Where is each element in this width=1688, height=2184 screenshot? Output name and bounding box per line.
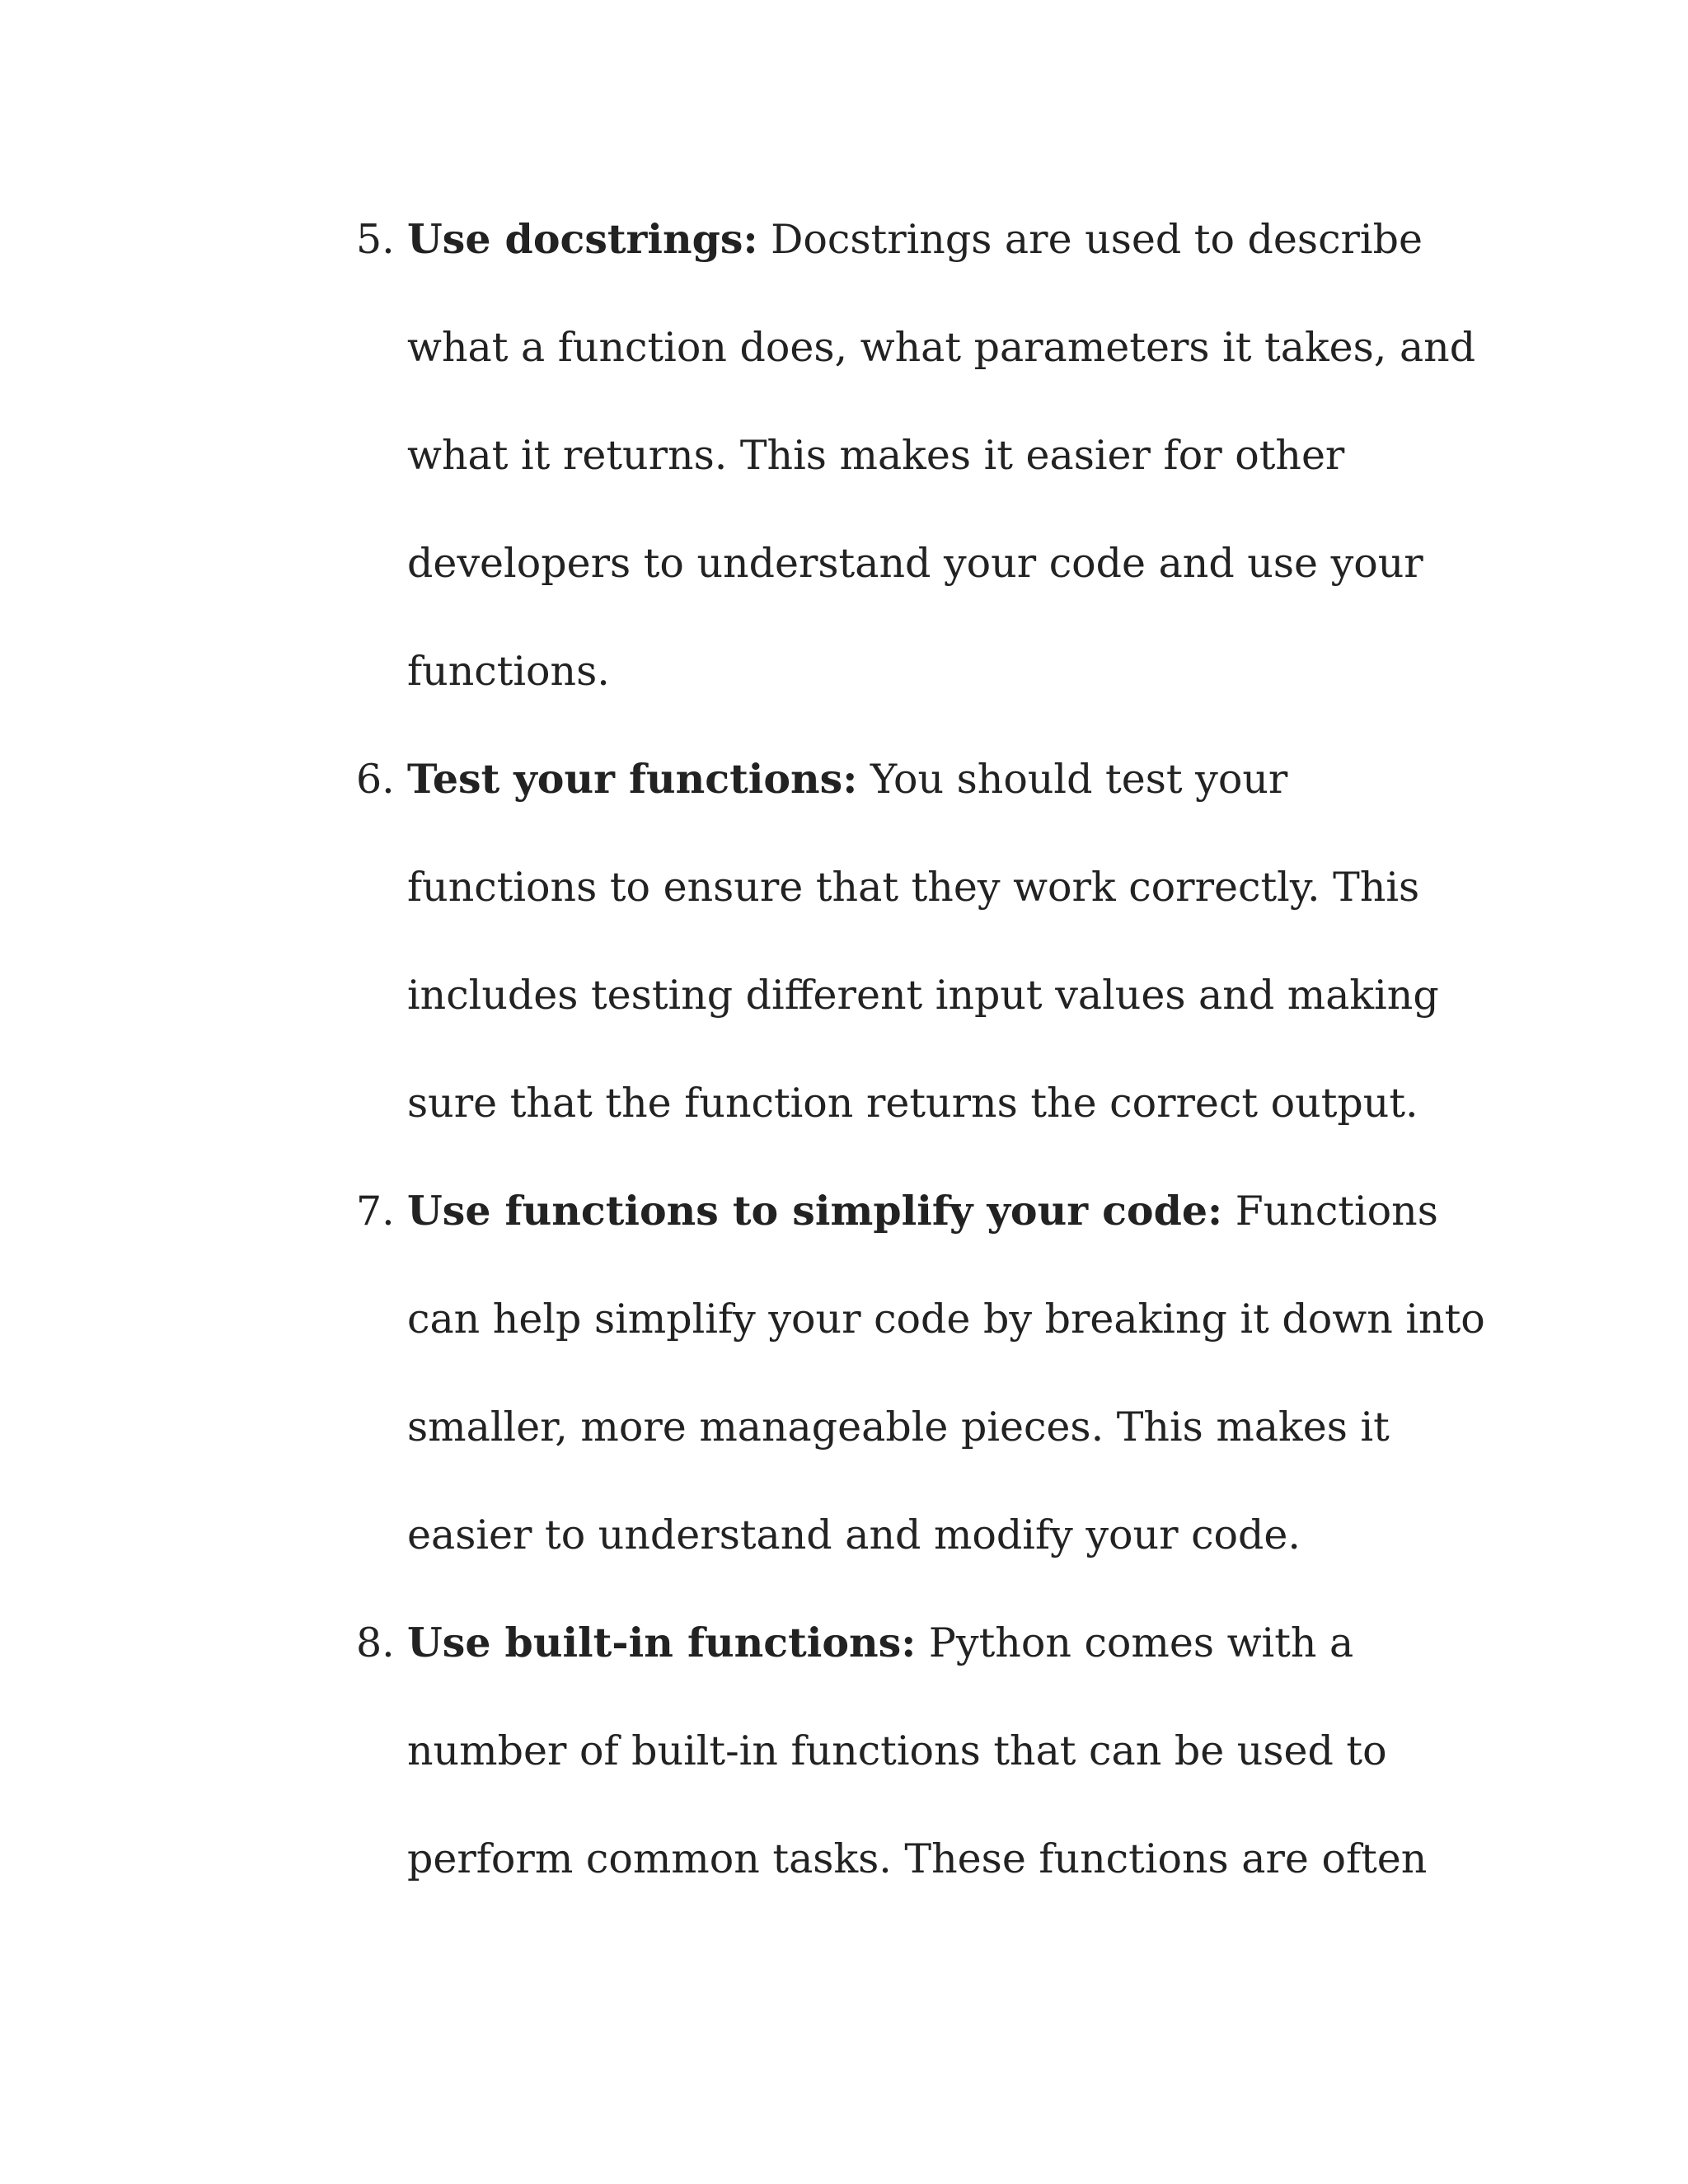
item-number: 7. bbox=[356, 1188, 395, 1235]
item-number: 5. bbox=[356, 216, 395, 263]
item-lead: Use functions to simplify your code: bbox=[407, 1187, 1223, 1235]
item-line: easier to understand and modify your code. bbox=[407, 1511, 1301, 1558]
list-item bbox=[356, 1157, 1485, 1589]
item-first-line-text: Python comes with a bbox=[916, 1619, 1354, 1666]
list-item bbox=[356, 725, 1439, 1157]
item-line: what it returns. This makes it easier for other bbox=[407, 432, 1345, 479]
list-item bbox=[356, 185, 1476, 725]
item-line: includes testing different input values and making bbox=[407, 972, 1439, 1019]
item-first-line-text: You should test your bbox=[857, 756, 1288, 803]
item-first-line bbox=[407, 725, 1428, 833]
item-lead: Test your functions: bbox=[407, 755, 858, 803]
item-line: functions. bbox=[407, 648, 610, 695]
item-line: developers to understand your code and use your bbox=[407, 540, 1423, 587]
item-first-line-text: Docstrings are used to describe bbox=[757, 216, 1423, 263]
item-number: 6. bbox=[356, 756, 395, 803]
list-item bbox=[356, 1589, 1428, 1913]
item-first-line bbox=[407, 1157, 1438, 1265]
item-lead: Use docstrings: bbox=[407, 215, 758, 263]
item-line: perform common tasks. These functions are often bbox=[407, 1835, 1428, 1882]
item-first-line bbox=[407, 185, 1428, 293]
item-line: what a function does, what parameters it takes, and bbox=[407, 324, 1476, 371]
item-number: 8. bbox=[356, 1619, 395, 1666]
item-first-line-text: Functions bbox=[1222, 1188, 1438, 1235]
item-line: functions to ensure that they work correctly. This bbox=[407, 864, 1420, 911]
item-lead: Use built-in functions: bbox=[407, 1619, 917, 1666]
item-line: number of built-in functions that can be used to bbox=[407, 1727, 1387, 1774]
item-line: can help simplify your code by breaking it down into bbox=[407, 1296, 1485, 1343]
numbered-list bbox=[356, 185, 1485, 1913]
item-first-line bbox=[407, 1589, 1428, 1697]
item-line: sure that the function returns the correct output. bbox=[407, 1080, 1418, 1127]
item-line: smaller, more manageable pieces. This makes it bbox=[407, 1404, 1390, 1451]
